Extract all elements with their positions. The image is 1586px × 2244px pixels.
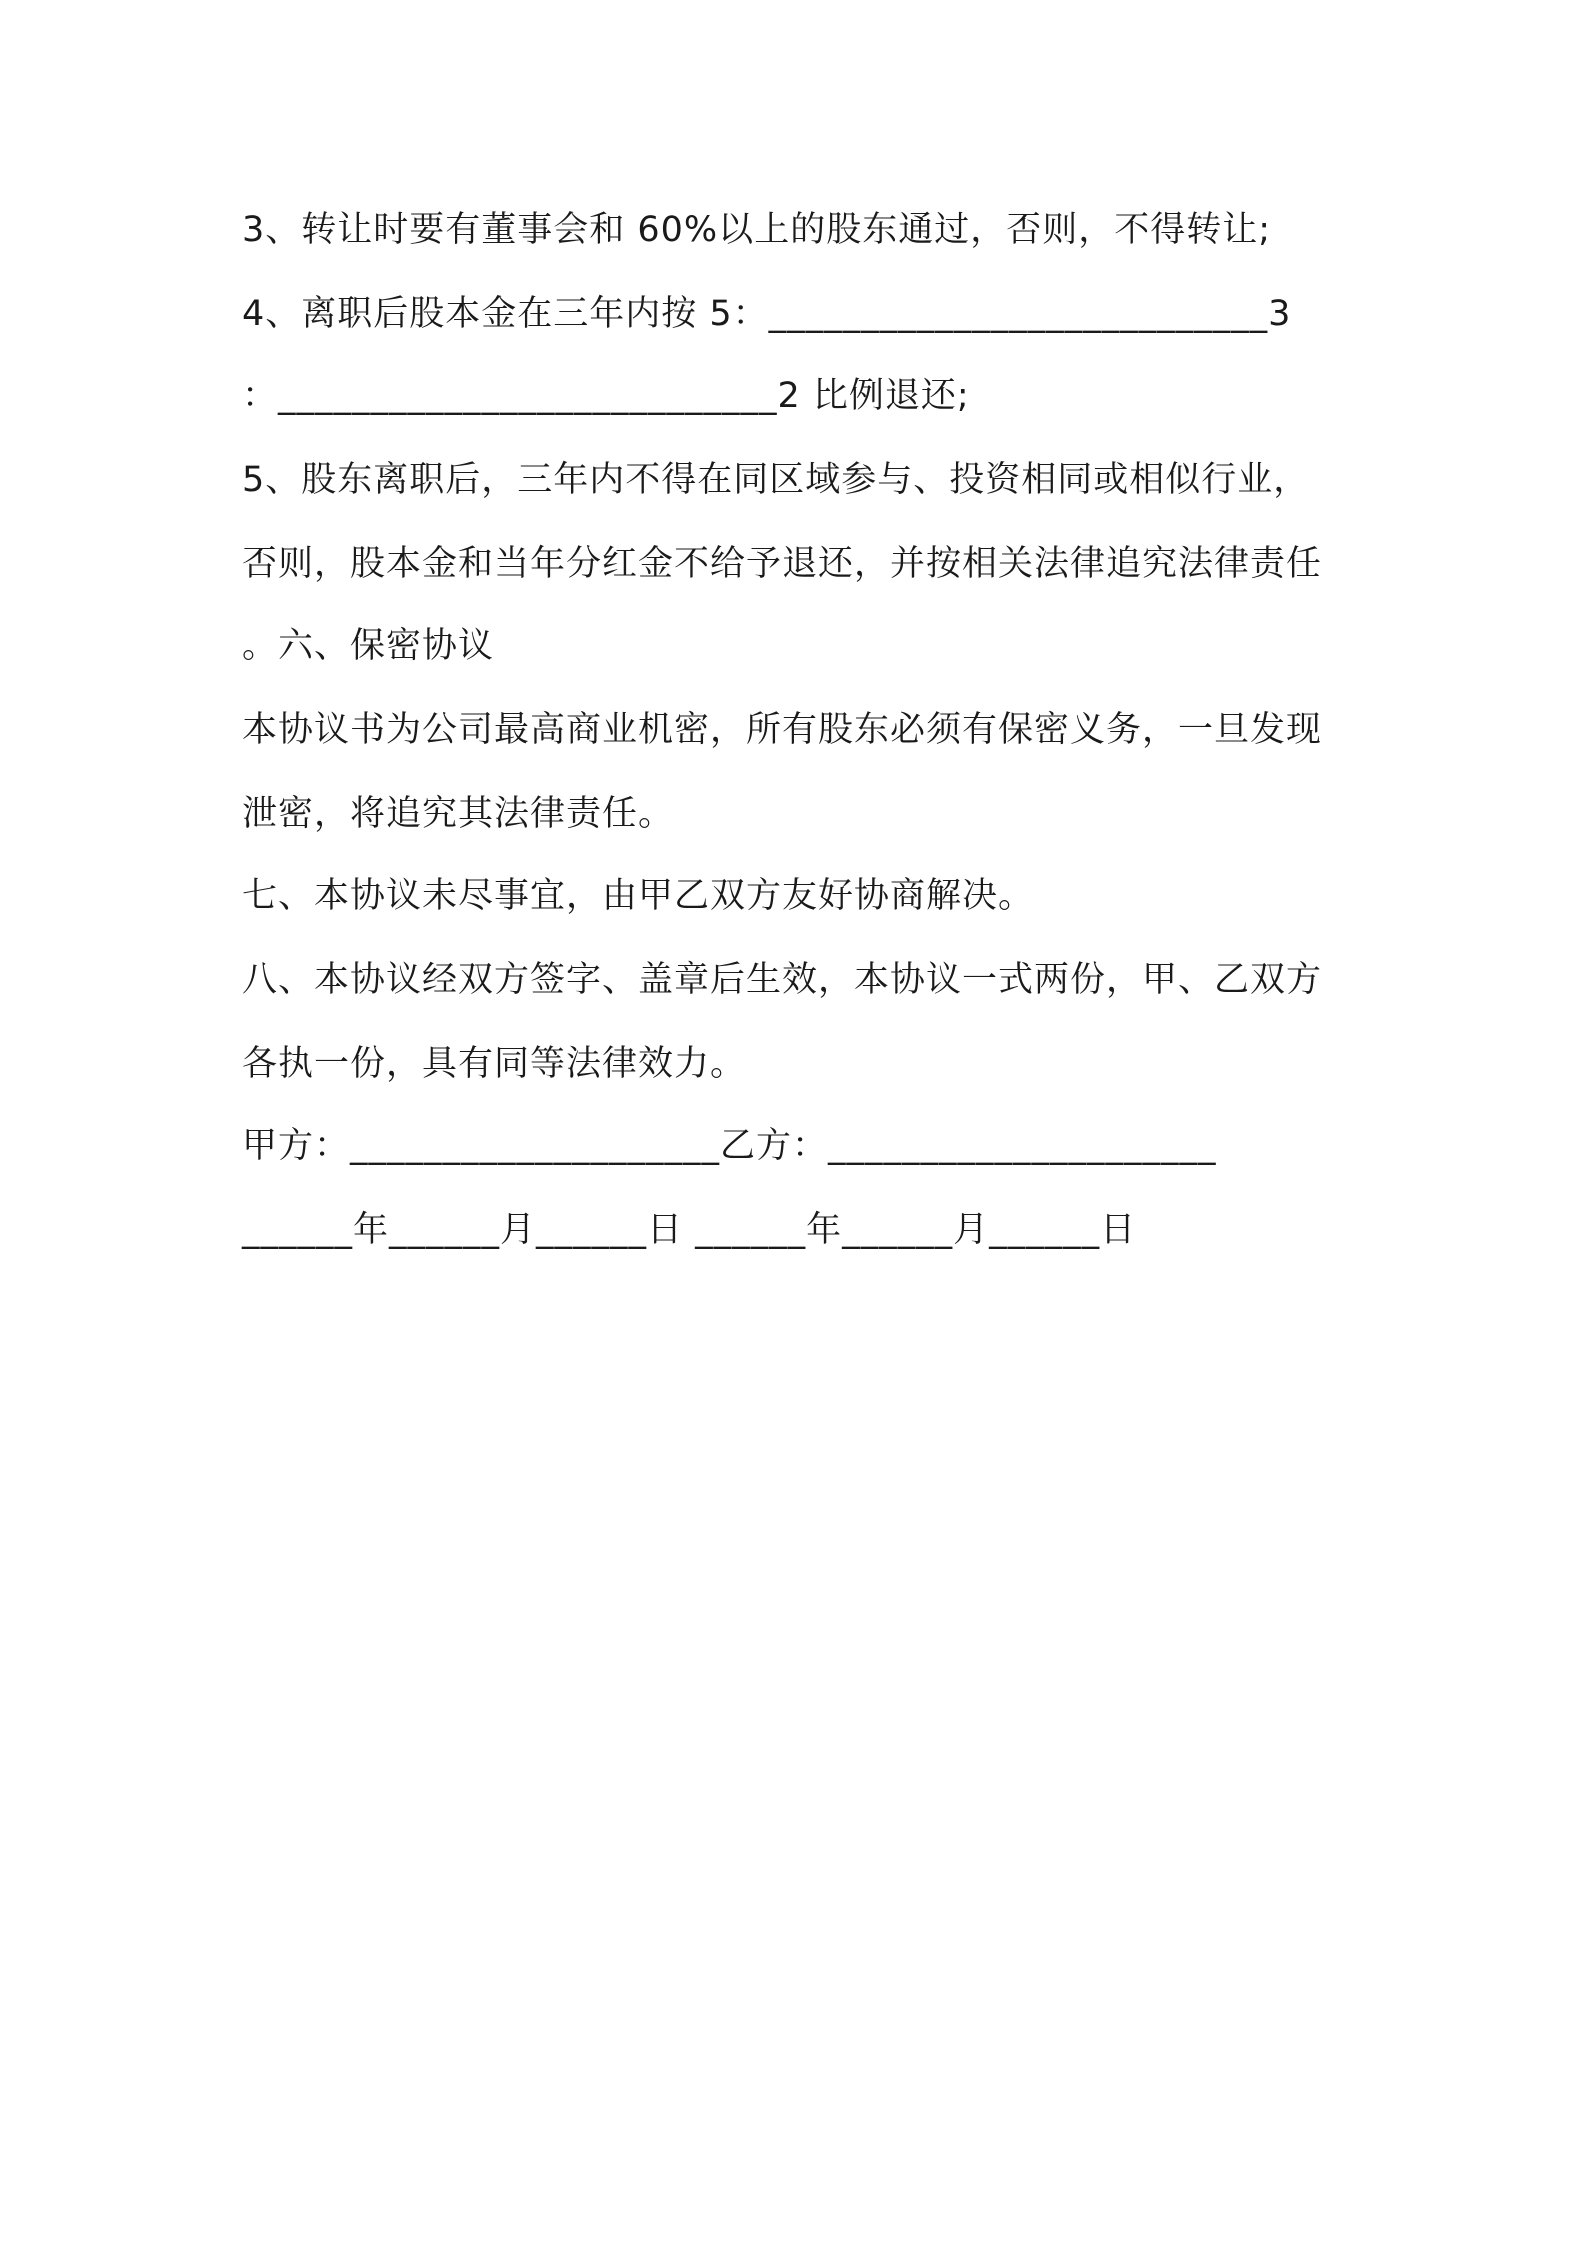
confidentiality-text-line-1: 本协议书为公司最高商业机密，所有股东必须有保密义务，一旦发现 [242, 710, 1323, 750]
section-8-effectiveness-line-1: 八、本协议经双方签字、盖章后生效，本协议一式两份，甲、乙双方 [242, 960, 1323, 1000]
clause-5-non-compete-line-2: 否则，股本金和当年分红金不给予退还，并按相关法律追究法律责任 [242, 544, 1323, 584]
signature-party-lines: 甲方：____________________乙方：_____________________ [242, 1126, 1217, 1166]
clause-4-refund-ratio-line-2: ：___________________________2 比例退还; [242, 376, 970, 416]
section-8-effectiveness-line-2: 各执一份，具有同等法律效力。 [242, 1044, 747, 1084]
clause-5-non-compete-line-1: 5、股东离职后，三年内不得在同区域参与、投资相同或相似行业， [242, 460, 1310, 500]
clause-4-refund-ratio-line-1: 4、离职后股本金在三年内按 5：___________________________3 [242, 294, 1292, 334]
section-7-unresolved-matters: 七、本协议未尽事宜，由甲乙双方友好协商解决。 [242, 876, 1035, 916]
clause-3-transfer-approval: 3、转让时要有董事会和 60%以上的股东通过，否则，不得转让; [242, 210, 1271, 250]
section-6-confidentiality-heading: 。六、保密协议 [242, 626, 495, 666]
signature-date-lines: ______年______月______日 ______年______月______日 [242, 1210, 1137, 1250]
confidentiality-text-line-2: 泄密，将追究其法律责任。 [242, 794, 675, 834]
